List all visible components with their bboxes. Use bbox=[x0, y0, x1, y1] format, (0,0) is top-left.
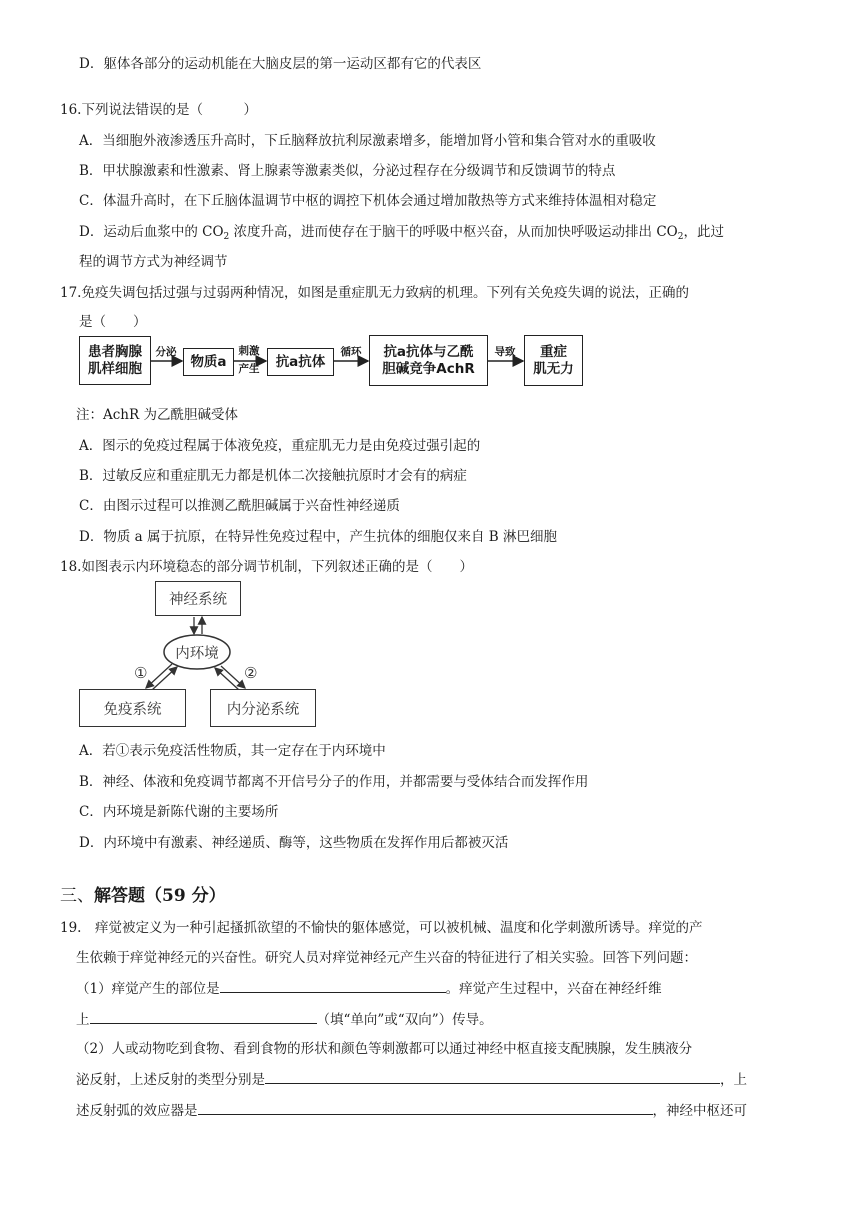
q18-option-c: C．内环境是新陈代谢的主要场所 bbox=[79, 804, 279, 820]
flow-label-cause: 导致 bbox=[494, 346, 516, 358]
q18-option-a: A．若①表示免疫活性物质，其一定存在于内环境中 bbox=[79, 743, 386, 759]
q19-p1-text-a: （1）痒觉产生的部位是 bbox=[76, 981, 220, 997]
q16-stem: 16.下列说法错误的是（ ） bbox=[60, 102, 257, 118]
q19-p2-text-a: 泌反射，上述反射的类型分别是 bbox=[76, 1072, 265, 1088]
q19-part1-line1 bbox=[76, 978, 662, 999]
immune-system-box: 免疫系统 bbox=[79, 689, 186, 727]
q19-part2-line3 bbox=[76, 1100, 747, 1121]
q17-stem-line2: 是（ ） bbox=[79, 314, 147, 330]
answer-blank-4[interactable] bbox=[198, 1100, 653, 1115]
section-title: 解答题（59 分） bbox=[94, 886, 226, 906]
answer-blank-2[interactable] bbox=[90, 1009, 317, 1024]
section-number: 三、 bbox=[60, 886, 94, 906]
answer-blank-3[interactable] bbox=[265, 1069, 720, 1084]
endocrine-system-box: 内分泌系统 bbox=[210, 689, 316, 727]
q19-p2-text-d: ，神经中枢还可 bbox=[652, 1103, 747, 1119]
q17-note: 注：AchR 为乙酰胆碱受体 bbox=[76, 407, 238, 423]
internal-env-label: 内环境 bbox=[175, 645, 219, 662]
q19-p2-text-b: ，上 bbox=[720, 1072, 747, 1088]
q16-option-a: A．当细胞外液渗透压升高时，下丘脑释放抗利尿激素增多，能增加肾小管和集合管对水的重吸收 bbox=[79, 133, 656, 149]
q19-part1-line2 bbox=[76, 1009, 493, 1030]
q19-stem-line1: 19. 痒觉被定义为一种引起搔抓欲望的不愉快的躯体感觉，可以被机械、温度和化学刺激所诱导。痒觉的产 bbox=[60, 920, 703, 936]
q15-option-d: D．躯体各部分的运动机能在大脑皮层的第一运动区都有它的代表区 bbox=[79, 56, 482, 72]
label-circle-1: ① bbox=[134, 664, 148, 682]
flow-box4-line2: 胆碱竞争AchR bbox=[382, 360, 475, 377]
q19-stem-line2: 生依赖于痒觉神经元的兴奋性。研究人员对痒觉神经元产生兴奋的特征进行了相关实验。回答下列问题： bbox=[76, 950, 697, 966]
q16-d-sub1: 2 bbox=[223, 232, 230, 242]
flow-box1-line1: 患者胸腺 bbox=[88, 343, 142, 360]
q18-option-d: D．内环境中有激素、神经递质、酶等，这些物质在发挥作用后都被灭活 bbox=[79, 835, 509, 851]
flow-label-stimulate-1: 刺激 bbox=[238, 345, 260, 357]
q16-option-b: B．甲状腺激素和性激素、肾上腺素等激素类似，分泌过程存在分级调节和反馈调节的特点 bbox=[79, 163, 616, 179]
q17-option-d: D．物质 a 属于抗原，在特异性免疫过程中，产生抗体的细胞仅来自 B 淋巴细胞 bbox=[79, 529, 557, 545]
q18-stem: 18.如图表示内环境稳态的部分调节机制，下列叙述正确的是（ ） bbox=[60, 559, 473, 575]
answer-blank-1[interactable] bbox=[220, 978, 446, 993]
flow-box1-line2: 肌样细胞 bbox=[88, 360, 142, 377]
flow-label-secrete: 分泌 bbox=[155, 346, 177, 358]
flow-box-substance-a: 物质a bbox=[183, 348, 234, 376]
q19-p1-text-b: 。痒觉产生过程中，兴奋在神经纤维 bbox=[445, 981, 662, 997]
q19-part2-line1: （2）人或动物吃到食物、看到食物的形状和颜色等刺激都可以通过神经中枢直接支配胰腺，发生胰液分 bbox=[76, 1041, 693, 1057]
q18-option-b: B．神经、体液和免疫调节都离不开信号分子的作用，并都需要与受体结合而发挥作用 bbox=[79, 774, 589, 790]
flow-box5-line1: 重症 bbox=[540, 343, 567, 360]
q17-option-c: C．由图示过程可以推测乙酰胆碱属于兴奋性神经递质 bbox=[79, 498, 400, 514]
q17-option-b: B．过敏反应和重症肌无力都是机体二次接触抗原时才会有的病症 bbox=[79, 468, 467, 484]
q16-d-text3: ，此过 bbox=[683, 224, 724, 240]
flow-box5-line2: 肌无力 bbox=[533, 360, 574, 377]
q16-option-d-cont: 程的调节方式为神经调节 bbox=[79, 254, 228, 270]
label-circle-2: ② bbox=[244, 664, 258, 682]
nervous-system-box: 神经系统 bbox=[155, 581, 241, 616]
q16-option-c: C．体温升高时，在下丘脑体温调节中枢的调控下机体会通过增加散热等方式来维持体温相对稳定 bbox=[79, 193, 657, 209]
q17-option-a: A．图示的免疫过程属于体液免疫，重症肌无力是由免疫过强引起的 bbox=[79, 438, 481, 454]
flow-label-stimulate-2: 产生 bbox=[238, 363, 260, 375]
q16-d-text2: 浓度升高，进而使存在于脑干的呼吸中枢兴奋，从而加快呼吸运动排出 CO bbox=[229, 224, 678, 240]
q16-d-text1: D．运动后血浆中的 CO bbox=[79, 224, 224, 240]
q19-p2-text-c: 述反射弧的效应器是 bbox=[76, 1103, 198, 1119]
flow-box-antibody: 抗a抗体 bbox=[267, 348, 334, 376]
section-heading bbox=[60, 884, 226, 908]
flow-box4-line1: 抗a抗体与乙酰 bbox=[383, 343, 474, 360]
q19-p1-text-c: 上 bbox=[76, 1012, 90, 1028]
q19-part2-line2 bbox=[76, 1069, 747, 1090]
q17-stem-line1: 17.免疫失调包括过强与过弱两种情况，如图是重症肌无力致病的机理。下列有关免疫失调的说法，正确的 bbox=[60, 285, 689, 301]
q19-p1-text-d: （填“单向”或“双向”）传导。 bbox=[316, 1012, 493, 1028]
q16-d-sub2: 2 bbox=[677, 232, 684, 242]
flow-label-circulate: 循环 bbox=[340, 346, 362, 358]
